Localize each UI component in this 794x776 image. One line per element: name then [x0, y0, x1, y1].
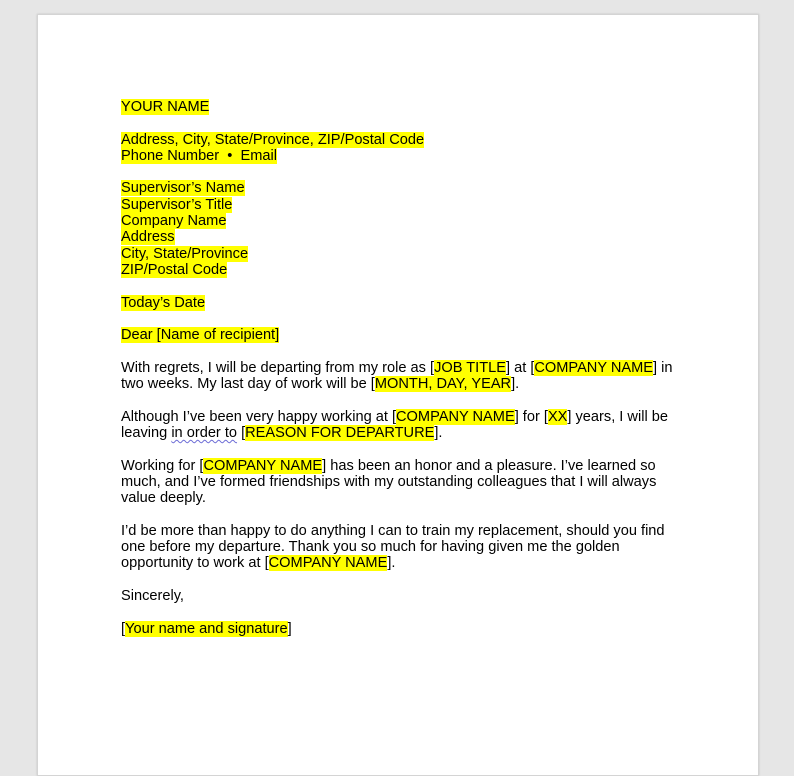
letter-body[interactable]	[121, 99, 681, 653]
sender-phone-email[interactable]	[121, 148, 277, 164]
document-page	[37, 14, 759, 776]
years-placeholder[interactable]: XX	[547, 408, 568, 425]
text: ] years, I will be leaving	[121, 408, 668, 441]
company-name-placeholder[interactable]: COMPANY NAME	[396, 408, 515, 425]
supervisor-name[interactable]: Supervisor’s Name	[121, 180, 245, 197]
text: ] for [	[514, 408, 548, 425]
sender-phone: Phone Number	[121, 147, 220, 164]
reason-placeholder[interactable]: REASON FOR DEPARTURE	[245, 424, 435, 441]
recipient-zip[interactable]: ZIP/Postal Code	[121, 261, 228, 278]
company-name-placeholder[interactable]: COMPANY NAME	[534, 359, 654, 376]
company-name-placeholder[interactable]: COMPANY NAME	[203, 457, 323, 474]
sender-email: Email	[240, 147, 277, 164]
supervisor-title[interactable]: Supervisor’s Title	[121, 196, 233, 213]
text: ] has been an honor and a pleasure. I’ve learned so much, and I’ve formed friendships with my outstanding colleagues that I will always value deeply.	[121, 457, 657, 507]
sender-name[interactable]: YOUR NAME	[121, 99, 210, 115]
salutation[interactable]: Dear [Name of recipient]	[121, 327, 280, 344]
bracket: [	[121, 620, 126, 637]
signature-line	[121, 621, 681, 637]
contact-separator: •	[227, 147, 233, 164]
grammar-flagged-phrase[interactable]: in order to	[171, 424, 238, 441]
sender-address[interactable]: Address, City, State/Province, ZIP/Postal Code	[121, 131, 425, 148]
text: [	[237, 424, 246, 441]
recipient-city-state[interactable]: City, State/Province	[121, 245, 249, 262]
text: I’d be more than happy to do anything I can to train my replacement, should you find one before my departure. Thank you so much for having given me the golden opportunity to work at [	[121, 522, 665, 572]
job-title-placeholder[interactable]: JOB TITLE	[434, 359, 506, 376]
sender-contact-block	[121, 132, 681, 165]
text: ] at [	[505, 359, 535, 376]
sender-name-line	[121, 99, 681, 115]
date-line	[121, 295, 681, 311]
company-name-placeholder[interactable]: COMPANY NAME	[268, 555, 388, 572]
last-day-placeholder[interactable]: MONTH, DAY, YEAR	[374, 376, 512, 393]
paragraph-1	[121, 360, 681, 393]
paragraph-3	[121, 458, 681, 507]
paragraph-4	[121, 523, 681, 572]
date[interactable]: Today’s Date	[121, 294, 206, 311]
recipient-block	[121, 180, 681, 278]
text: ].	[511, 376, 520, 393]
text: ].	[434, 424, 443, 441]
recipient-company[interactable]: Company Name	[121, 213, 227, 230]
text: ] in two weeks. My last day of work will be [	[121, 359, 673, 393]
paragraph-2	[121, 409, 681, 442]
closing-line	[121, 588, 681, 604]
text: ].	[387, 555, 396, 572]
text: Working for [	[121, 457, 204, 474]
bracket: ]	[287, 620, 292, 637]
recipient-address[interactable]: Address	[121, 229, 175, 246]
salutation-line	[121, 327, 681, 343]
text: With regrets, I will be departing from my role as [	[121, 359, 435, 376]
signature-placeholder[interactable]: Your name and signature	[125, 620, 288, 637]
text: Although I’ve been very happy working at [	[121, 408, 397, 425]
closing: Sincerely,	[121, 587, 184, 604]
